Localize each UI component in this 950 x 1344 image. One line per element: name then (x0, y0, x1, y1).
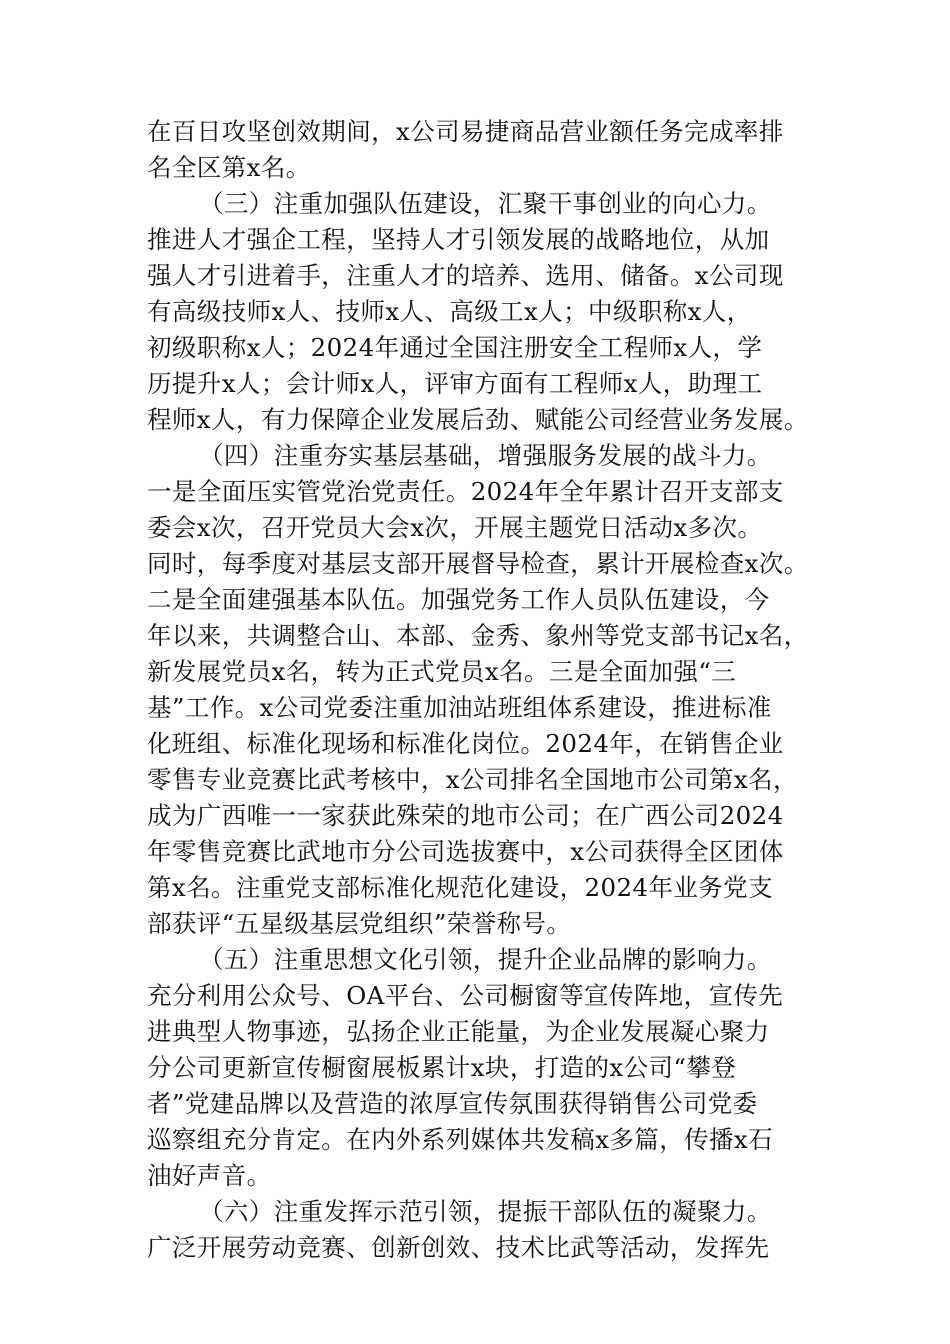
paragraph-line: 化班组、标准化现场和标准化岗位。2024年，在销售企业 (147, 729, 784, 758)
paragraph-line: 第x名。注重党支部标准化规范化建设，2024年业务党支 (147, 873, 773, 902)
paragraph-line: 程师x人，有力保障企业发展后劲、赋能公司经营业务发展。 (147, 405, 809, 434)
paragraph-line: 委会x次，召开党员大会x次，开展主题党日活动x多次。 (147, 513, 763, 542)
section-heading-line: （四）注重夯实基层基础，增强服务发展的战斗力。 (199, 441, 772, 470)
paragraph-line: 成为广西唯一一家获此殊荣的地市公司；在广西公司2024 (147, 801, 784, 830)
paragraph-line: 初级职称x人；2024年通过全国注册安全工程师x人，学 (147, 333, 763, 362)
paragraph-line: 部获评“五星级基层党组织”荣誉称号。 (147, 909, 572, 938)
paragraph-line: 同时，每季度对基层支部开展督导检查，累计开展检查x次。 (147, 549, 809, 578)
paragraph-line: 强人才引进着手，注重人才的培养、选用、储备。x公司现 (147, 261, 784, 290)
section-heading-line: （五）注重思想文化引领，提升企业品牌的影响力。 (199, 945, 772, 974)
paragraph-line: 巡察组充分肯定。在内外系列媒体共发稿x多篇，传播x石 (147, 1125, 774, 1154)
paragraph-line: 油好声音。 (147, 1161, 272, 1190)
document-body (147, 114, 827, 1266)
paragraph-line: 年零售竞赛比武地市分公司选拔赛中，x公司获得全区团体 (147, 837, 784, 866)
paragraph-line: 分公司更新宣传橱窗展板累计x块，打造的x公司“攀登 (147, 1053, 737, 1082)
paragraph-line: 历提升x人；会计师x人，评审方面有工程师x人，助理工 (147, 369, 763, 398)
paragraph-line: 者”党建品牌以及营造的浓厚宣传氛围获得销售公司党委 (147, 1089, 758, 1118)
paragraph-line: 一是全面压实管党治党责任。2024年全年累计召开支部支 (147, 477, 784, 506)
paragraph-line: 年以来，共调整合山、本部、金秀、象州等党支部书记x名， (147, 621, 809, 650)
paragraph-line: 推进人才强企工程，坚持人才引领发展的战略地位，从加 (147, 225, 770, 254)
paragraph-line: 二是全面建强基本队伍。加强党务工作人员队伍建设，今 (147, 585, 770, 614)
section-heading-line: （六）注重发挥示范引领，提振干部队伍的凝聚力。 (199, 1197, 772, 1226)
paragraph-line: 基”工作。x公司党委注重加油站班组体系建设，推进标准 (147, 693, 772, 722)
paragraph-line: 充分利用公众号、OA平台、公司橱窗等宣传阵地，宣传先 (147, 981, 784, 1010)
paragraph-line: 进典型人物事迹，弘扬企业正能量，为企业发展凝心聚力 (147, 1017, 770, 1046)
paragraph-line: 有高级技师x人、技师x人、高级工x人；中级职称x人， (147, 297, 752, 326)
paragraph-line: 在百日攻坚创效期间，x公司易捷商品营业额任务完成率排 (147, 117, 784, 146)
paragraph-line: 新发展党员x名，转为正式党员x名。三是全面加强“三 (147, 657, 737, 686)
paragraph-line: 名全区第x名。 (147, 153, 311, 182)
paragraph-line: 零售专业竞赛比武考核中，x公司排名全国地市公司第x名， (147, 765, 798, 794)
paragraph-line: 广泛开展劳动竞赛、创新创效、技术比武等活动，发挥先 (147, 1233, 770, 1262)
section-heading-line: （三）注重加强队伍建设，汇聚干事创业的向心力。 (199, 189, 772, 218)
